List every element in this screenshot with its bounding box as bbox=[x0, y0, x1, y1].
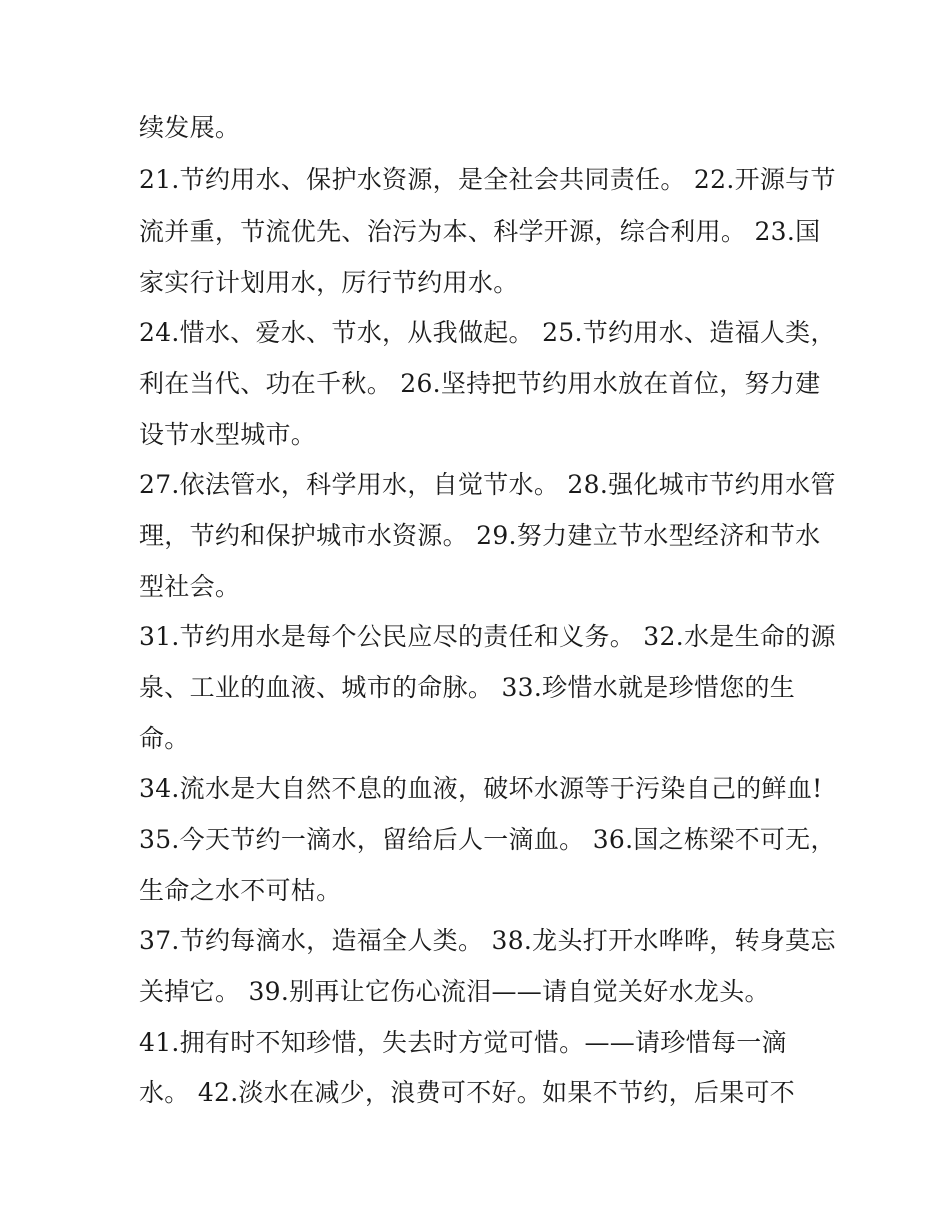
text-line: 设节水型城市。 bbox=[139, 420, 317, 449]
text-line: 家实行计划用水，厉行节约用水。 bbox=[139, 268, 519, 297]
text-line: 生命之水不可枯。 bbox=[139, 876, 342, 905]
text-line: 41.拥有时不知珍惜，失去时方觉可惜。——请珍惜每一滴 bbox=[139, 1028, 787, 1057]
text-line: 流并重，节流优先、治污为本、科学开源，综合利用。 23.国 bbox=[139, 217, 821, 246]
text-line: 21.节约用水、保护水资源，是全社会共同责任。 22.开源与节 bbox=[139, 165, 836, 194]
text-line: 泉、工业的血液、城市的命脉。 33.珍惜水就是珍惜您的生 bbox=[139, 673, 796, 702]
text-line: 利在当代、功在千秋。 26.坚持把节约用水放在首位，努力建 bbox=[139, 369, 821, 398]
text-line: 关掉它。 39.别再让它伤心流泪——请自觉关好水龙头。 bbox=[139, 977, 770, 1006]
text-line: 24.惜水、爱水、节水，从我做起。 25.节约用水、造福人类， bbox=[139, 318, 836, 347]
text-line: 命。 bbox=[139, 724, 190, 753]
text-line: 35.今天节约一滴水，留给后人一滴血。 36.国之栋梁不可无， bbox=[139, 825, 836, 854]
text-line: 水。 42.淡水在减少，浪费可不好。如果不节约，后果可不 bbox=[139, 1078, 796, 1107]
text-line: 34.流水是大自然不息的血液，破坏水源等于污染自己的鲜血! bbox=[139, 774, 823, 803]
text-line: 理，节约和保护城市水资源。 29.努力建立节水型经济和节水 bbox=[139, 521, 821, 550]
text-line: 型社会。 bbox=[139, 572, 241, 601]
text-line: 27.依法管水，科学用水，自觉节水。 28.强化城市节约用水管 bbox=[139, 470, 836, 499]
text-line: 31.节约用水是每个公民应尽的责任和义务。 32.水是生命的源 bbox=[139, 622, 836, 651]
text-line: 37.节约每滴水，造福全人类。 38.龙头打开水哗哗，转身莫忘 bbox=[139, 926, 836, 955]
text-line: 续发展。 bbox=[139, 113, 241, 142]
